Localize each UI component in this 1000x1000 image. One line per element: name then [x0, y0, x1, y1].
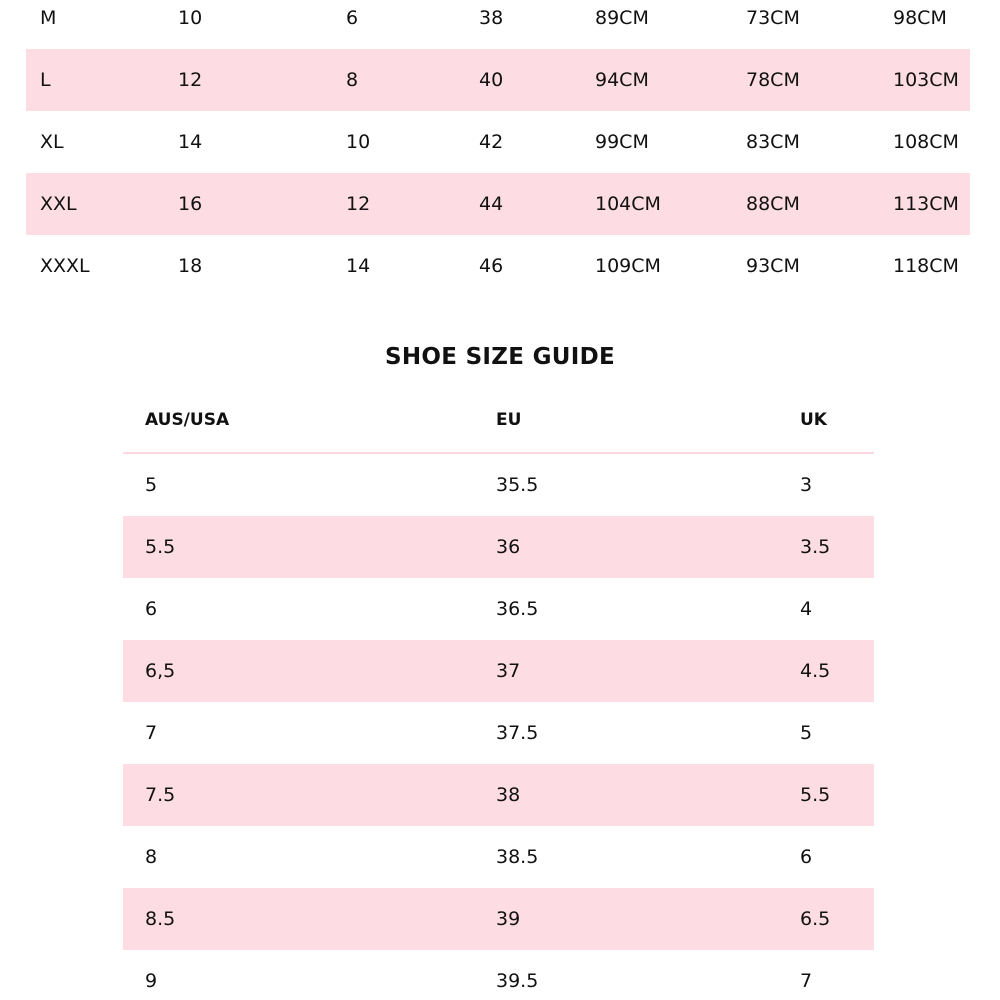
table-cell: 93CM — [746, 255, 800, 277]
table-cell: 5 — [145, 474, 158, 496]
table-cell: 6,5 — [145, 660, 176, 682]
table-row — [26, 235, 970, 297]
table-cell: 7 — [800, 970, 813, 992]
column-header-aus-usa: AUS/USA — [145, 410, 230, 430]
size-cell: XXXL — [40, 255, 90, 277]
table-cell: 37 — [496, 660, 521, 682]
table-cell: 6.5 — [800, 908, 831, 930]
table-cell: 108CM — [893, 131, 959, 153]
table-row — [123, 826, 874, 888]
table-cell: 12 — [346, 193, 371, 215]
table-cell: 46 — [479, 255, 504, 277]
table-row — [123, 578, 874, 640]
table-cell: 7.5 — [145, 784, 176, 806]
table-cell: 6 — [145, 598, 158, 620]
table-cell: 37.5 — [496, 722, 539, 744]
table-cell: 7 — [145, 722, 158, 744]
column-header-uk: UK — [800, 410, 827, 430]
table-row — [123, 702, 874, 764]
table-cell: 12 — [178, 69, 203, 91]
table-cell: 103CM — [893, 69, 959, 91]
table-row — [26, 111, 970, 173]
size-cell: XL — [40, 131, 64, 153]
table-row — [123, 764, 874, 826]
table-cell: 36 — [496, 536, 521, 558]
shoe-size-guide-title: SHOE SIZE GUIDE — [384, 344, 616, 370]
table-cell: 40 — [479, 69, 504, 91]
table-cell: 44 — [479, 193, 504, 215]
size-cell: XXL — [40, 193, 77, 215]
table-cell: 5.5 — [800, 784, 831, 806]
table-cell: 98CM — [893, 7, 947, 29]
table-cell: 14 — [178, 131, 203, 153]
table-cell: 89CM — [595, 7, 649, 29]
table-cell: 78CM — [746, 69, 800, 91]
clothing-size-table — [26, 0, 970, 297]
table-cell: 10 — [178, 7, 203, 29]
shoe-size-table — [123, 391, 874, 1000]
table-cell: 5.5 — [145, 536, 176, 558]
table-cell: 88CM — [746, 193, 800, 215]
table-row — [123, 950, 874, 1000]
table-cell: 9 — [145, 970, 158, 992]
table-cell: 18 — [178, 255, 203, 277]
table-cell: 99CM — [595, 131, 649, 153]
table-cell: 35.5 — [496, 474, 539, 496]
table-cell: 4.5 — [800, 660, 831, 682]
table-cell: 10 — [346, 131, 371, 153]
table-row — [123, 454, 874, 516]
table-cell: 94CM — [595, 69, 649, 91]
table-cell: 8.5 — [145, 908, 176, 930]
table-row — [26, 0, 970, 49]
size-cell: M — [40, 7, 57, 29]
table-cell: 4 — [800, 598, 813, 620]
table-row — [26, 173, 970, 235]
table-cell: 14 — [346, 255, 371, 277]
table-cell: 39 — [496, 908, 521, 930]
table-cell: 118CM — [893, 255, 959, 277]
table-cell: 6 — [800, 846, 813, 868]
table-cell: 104CM — [595, 193, 661, 215]
table-cell: 8 — [145, 846, 158, 868]
table-cell: 38.5 — [496, 846, 539, 868]
table-cell: 8 — [346, 69, 359, 91]
table-row — [123, 888, 874, 950]
table-cell: 38 — [496, 784, 521, 806]
table-row — [123, 516, 874, 578]
table-cell: 109CM — [595, 255, 661, 277]
table-cell: 3.5 — [800, 536, 831, 558]
column-header-eu: EU — [496, 410, 522, 430]
table-cell: 42 — [479, 131, 504, 153]
size-cell: L — [40, 69, 51, 91]
table-cell: 6 — [346, 7, 359, 29]
table-row — [123, 640, 874, 702]
table-cell: 38 — [479, 7, 504, 29]
table-row — [26, 49, 970, 111]
table-cell: 5 — [800, 722, 813, 744]
table-cell: 39.5 — [496, 970, 539, 992]
table-cell: 16 — [178, 193, 203, 215]
table-cell: 83CM — [746, 131, 800, 153]
table-cell: 113CM — [893, 193, 959, 215]
table-header-row — [123, 391, 874, 454]
table-cell: 36.5 — [496, 598, 539, 620]
table-cell: 73CM — [746, 7, 800, 29]
table-cell: 3 — [800, 474, 813, 496]
